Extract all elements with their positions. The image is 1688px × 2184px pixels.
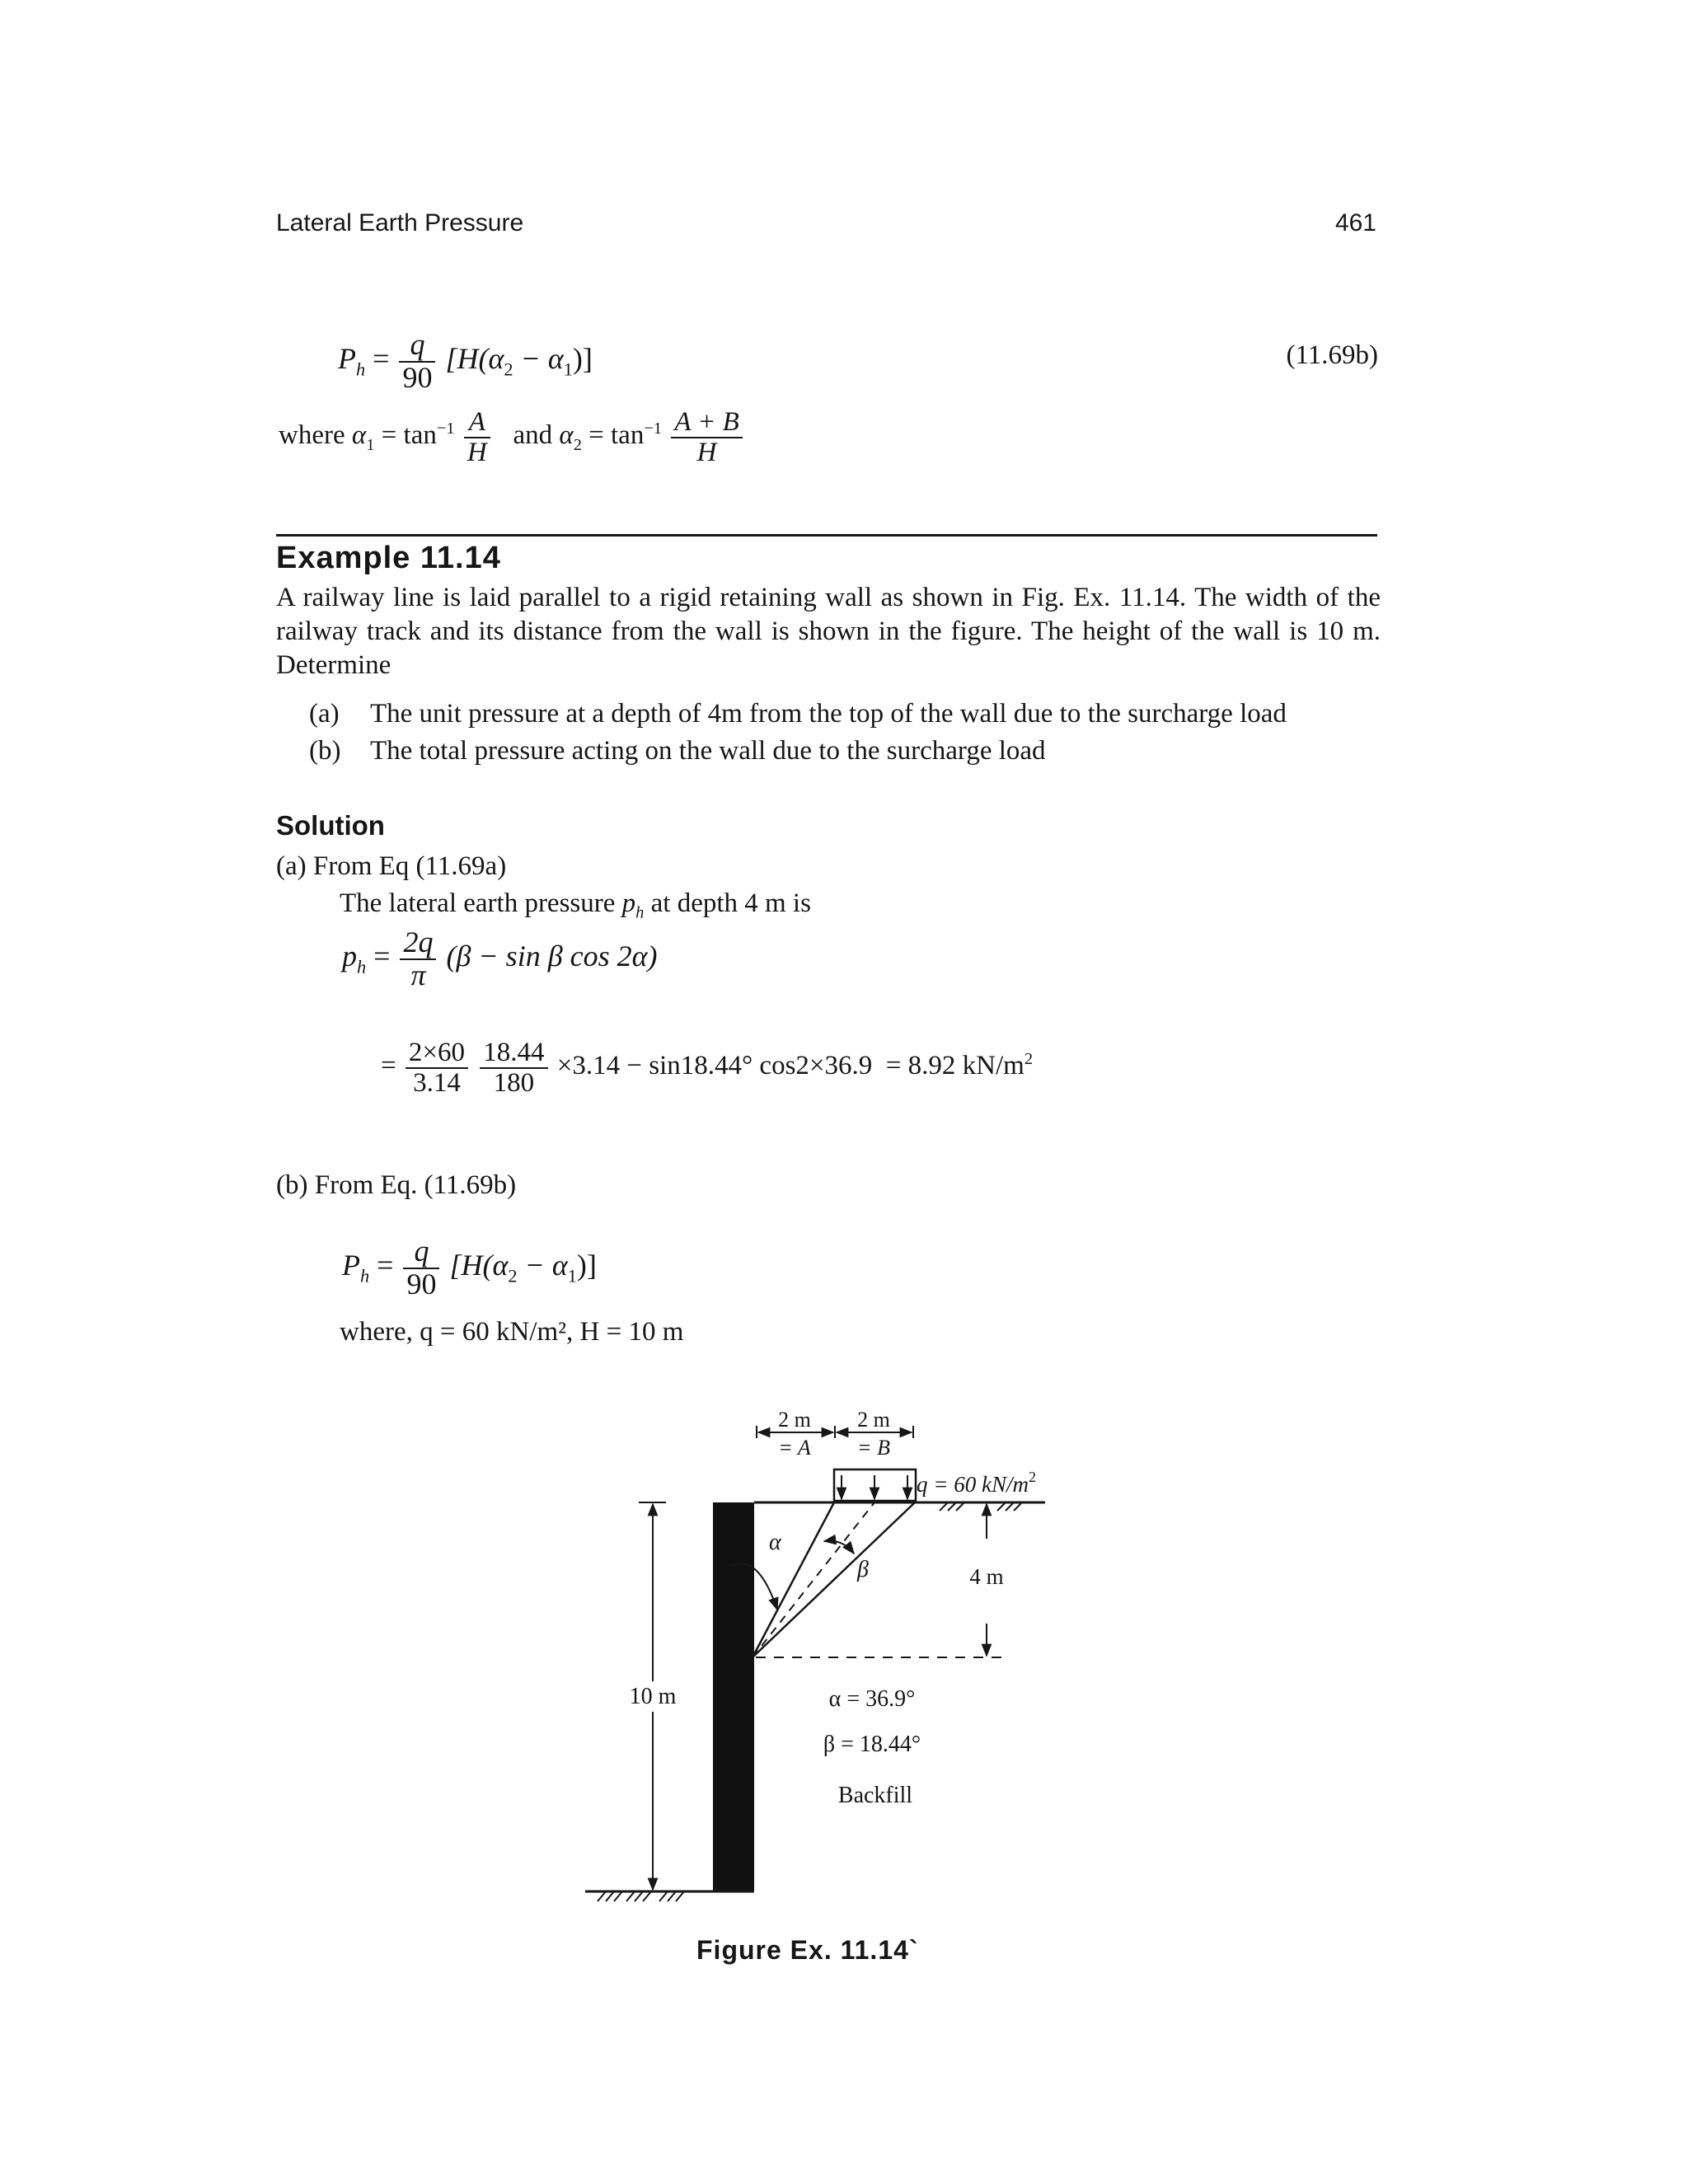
surcharge-arrows xyxy=(842,1475,907,1499)
calc-f1-den: 3.14 xyxy=(413,1067,461,1098)
ph-rest: (β − sin β cos 2α) xyxy=(446,940,658,973)
ph-frac-den: π xyxy=(410,958,426,991)
label-B: = B xyxy=(857,1436,890,1460)
ph-frac-num: 2q xyxy=(400,927,436,960)
lateral-pressure-text xyxy=(340,888,811,923)
dim-2m-right: 2 m xyxy=(857,1408,890,1432)
problem-item-a xyxy=(309,699,1287,729)
eq-body-mid: − α xyxy=(513,342,564,376)
item-label: (b) xyxy=(309,736,341,766)
ph-lhs: p xyxy=(342,940,357,973)
alpha2-symbol: α xyxy=(559,420,574,451)
lateral-text-1: The lateral earth pressure xyxy=(340,888,616,918)
lateral-p: p xyxy=(621,888,636,918)
calc-f2-num: 18.44 xyxy=(480,1038,547,1069)
running-header-title: Lateral Earth Pressure xyxy=(276,209,524,237)
calc-result-sup: 2 xyxy=(1024,1050,1034,1069)
depth-4m-label: 4 m xyxy=(969,1564,1004,1589)
height-10m-label: 10 m xyxy=(629,1684,677,1709)
part-a-heading: (a) From Eq (11.69a) xyxy=(276,851,507,881)
alpha1-symbol: α xyxy=(351,420,367,451)
fan-bisector xyxy=(753,1502,874,1657)
lateral-text-2: at depth 4 m is xyxy=(650,888,811,918)
Ph-frac-num: q xyxy=(403,1236,439,1269)
eq-fraction xyxy=(399,330,435,394)
retaining-wall-figure xyxy=(577,1397,1104,1929)
fan-line-outer xyxy=(753,1502,915,1657)
beta-symbol: β xyxy=(857,1557,869,1582)
calc-f2-den: 180 xyxy=(493,1067,535,1098)
alpha2-frac-num: A + B xyxy=(671,408,743,438)
alpha-definitions xyxy=(279,408,745,466)
Ph-body: [H(α xyxy=(449,1249,509,1282)
alpha2-sub: 2 xyxy=(573,435,582,454)
backfill-label: Backfill xyxy=(837,1783,913,1808)
eq-body-end: )] xyxy=(572,342,593,376)
item-text: The unit pressure at a depth of 4m from the top of the wall due to the surcharge load xyxy=(370,699,1287,729)
eq-body-sub2: 2 xyxy=(504,359,513,380)
beta-value: β = 18.44° xyxy=(823,1732,921,1757)
equation-calculation: = $\frac{2\times 60}{3.14}$ $\frac{18.44}{180}$ ×3.14 − sin18.44° cos2×36.9 = 8.92 $kN/m^2$ xyxy=(381,1038,1034,1098)
lateral-p-sub: h xyxy=(635,903,645,922)
part-b-heading: (b) From Eq. (11.69b) xyxy=(276,1170,517,1200)
alpha2-frac-den: H xyxy=(696,437,717,467)
eq-body: [H(α xyxy=(445,342,504,376)
Ph-frac-den: 90 xyxy=(406,1267,437,1301)
problem-item-b xyxy=(309,736,1046,766)
problem-statement: A railway line is laid parallel to a rigid retaining wall as shown in Fig. Ex. 11.14. The width of the railway track and its distance from the wall is shown in the figure. The height of the wall is 10 m. Determine xyxy=(276,583,1381,680)
equation-number: (11.69b) xyxy=(1286,340,1378,370)
eq-body-sub1: 1 xyxy=(563,359,573,380)
equation-Ph: $P_h$ = $\frac{q}{90}$ $[H(\alpha_2 - \alpha_1)]$ xyxy=(342,1235,597,1301)
ph-fraction xyxy=(400,927,436,991)
alpha1-fraction xyxy=(464,408,490,466)
alpha1-eq: = tan xyxy=(381,420,437,451)
alpha1-inverse: −1 xyxy=(436,419,455,438)
equation-ph: $p_h$ = $\frac{2q}{\pi}$ (β − sin β cos 2α) xyxy=(342,926,658,991)
alpha2-eq: = tan xyxy=(588,420,645,451)
Ph-lhs: P xyxy=(342,1249,360,1282)
where-word: where xyxy=(279,420,345,451)
section-divider xyxy=(276,534,1377,537)
Ph-fraction xyxy=(403,1236,439,1301)
and-word: and xyxy=(513,420,553,451)
retaining-wall xyxy=(713,1502,754,1891)
calc-fraction-1 xyxy=(406,1038,468,1097)
eq-fraction-num: q xyxy=(399,330,435,363)
Ph-end: )] xyxy=(576,1249,597,1282)
calc-fraction-2 xyxy=(480,1038,547,1097)
item-label: (a) xyxy=(309,699,340,729)
Ph-sub2: 2 xyxy=(508,1265,518,1286)
Ph-sub1: 1 xyxy=(567,1265,577,1286)
alpha1-frac-num: A xyxy=(464,408,490,438)
calc-rest: ×3.14 − sin18.44° cos2×36.9 xyxy=(556,1051,873,1081)
Ph-mid: − α xyxy=(517,1249,568,1282)
Ph-lhs-sub: h xyxy=(360,1265,370,1286)
surcharge-label: q = 60 $kN/m^2$ xyxy=(917,1469,1036,1497)
eq-lhs-sub: h xyxy=(356,359,366,380)
calc-f1-num: 2×60 xyxy=(406,1038,468,1069)
equation-11-69b: $P_h$ = $\frac{q}{90}$ $[H(\alpha_2 - \alpha_1)]$ xyxy=(338,328,593,394)
alpha-value: α = 36.9° xyxy=(828,1686,916,1712)
page-number: 461 xyxy=(1334,209,1376,237)
alpha-symbol: α xyxy=(769,1530,781,1555)
alpha2-fraction xyxy=(671,408,743,466)
eq-lhs: P xyxy=(338,342,356,376)
label-A: = A xyxy=(778,1436,811,1460)
eq-fraction-den: 90 xyxy=(402,360,433,394)
alpha2-inverse: −1 xyxy=(644,419,663,438)
alpha1-frac-den: H xyxy=(467,437,487,467)
calc-result: = 8.92 kN/m xyxy=(885,1051,1025,1081)
dim-2m-left: 2 m xyxy=(778,1408,811,1432)
item-text: The total pressure acting on the wall due to the surcharge load xyxy=(370,736,1046,766)
where-values: where, q = 60 kN/m², H = 10 m xyxy=(340,1317,684,1347)
ph-lhs-sub: h xyxy=(357,956,367,977)
solution-title: Solution xyxy=(276,810,385,841)
alpha1-sub: 1 xyxy=(366,435,375,454)
figure-caption: Figure Ex. 11.14` xyxy=(696,1935,919,1965)
example-title: Example 11.14 xyxy=(276,541,501,575)
